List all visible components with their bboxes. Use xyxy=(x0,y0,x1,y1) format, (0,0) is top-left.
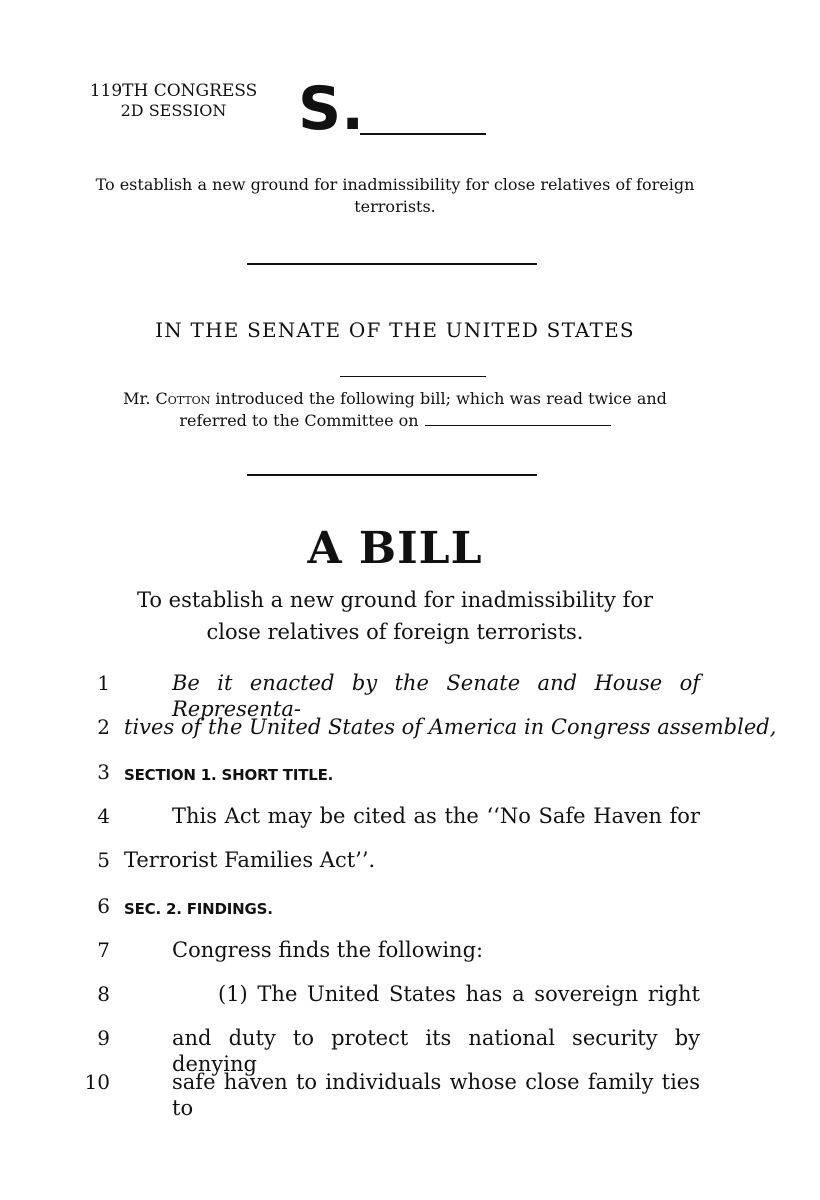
congress-number: 119TH CONGRESS xyxy=(89,81,258,101)
introduction-body: introduced the following bill; which was read twice and referred to the Committee on xyxy=(179,389,667,430)
line-number: 10 xyxy=(84,1070,110,1094)
section-heading: SECTION 1. SHORT TITLE. xyxy=(124,766,334,784)
line-number: 2 xyxy=(97,715,110,739)
bill-text-line: This Act may be cited as the ‘‘No Safe Haven for xyxy=(172,804,700,828)
congress-session-label xyxy=(86,82,261,120)
line-number: 1 xyxy=(97,671,110,695)
line-number: 4 xyxy=(97,804,110,828)
bill-prefix: S. xyxy=(298,74,365,144)
divider-rule xyxy=(247,263,537,265)
line-number: 3 xyxy=(97,760,110,784)
sponsor-prefix: Mr. xyxy=(123,389,156,408)
introduction-text xyxy=(88,388,702,432)
line-number: 9 xyxy=(97,1026,110,1050)
line-number: 6 xyxy=(97,894,110,918)
bill-heading: A BILL xyxy=(307,523,483,574)
bill-text-line: (1) The United States has a sovereign right xyxy=(218,982,700,1006)
divider-rule xyxy=(247,474,537,476)
line-number: 7 xyxy=(97,938,110,962)
bill-text-line: safe haven to individuals whose close family ties to xyxy=(172,1070,700,1120)
sponsor-name: Cotton xyxy=(155,389,211,408)
bill-text-line: Congress finds the following: xyxy=(172,938,484,962)
short-purpose: To establish a new ground for inadmissibility for close relatives of foreign terrorists. xyxy=(95,175,695,216)
committee-blank xyxy=(425,413,611,426)
bill-text-line: and duty to protect its national security by denying xyxy=(172,1026,700,1076)
bill-text-line: Terrorist Families Act’’. xyxy=(124,848,376,872)
bill-number-blank xyxy=(360,133,486,135)
line-number: 5 xyxy=(97,848,110,872)
line-number: 8 xyxy=(97,982,110,1006)
session-number: 2D SESSION xyxy=(120,101,227,120)
long-title: To establish a new ground for inadmissibility for close relatives of foreign terrorists. xyxy=(136,588,654,644)
enacting-clause-line: tives of the United States of America in Congress assembled, xyxy=(124,715,777,739)
senate-heading: IN THE SENATE OF THE UNITED STATES xyxy=(155,318,635,342)
section-heading: SEC. 2. FINDINGS. xyxy=(124,900,273,918)
divider-rule-short xyxy=(340,376,486,377)
enacting-clause-line: Be it enacted by the Senate and House of Representa- xyxy=(172,671,700,721)
